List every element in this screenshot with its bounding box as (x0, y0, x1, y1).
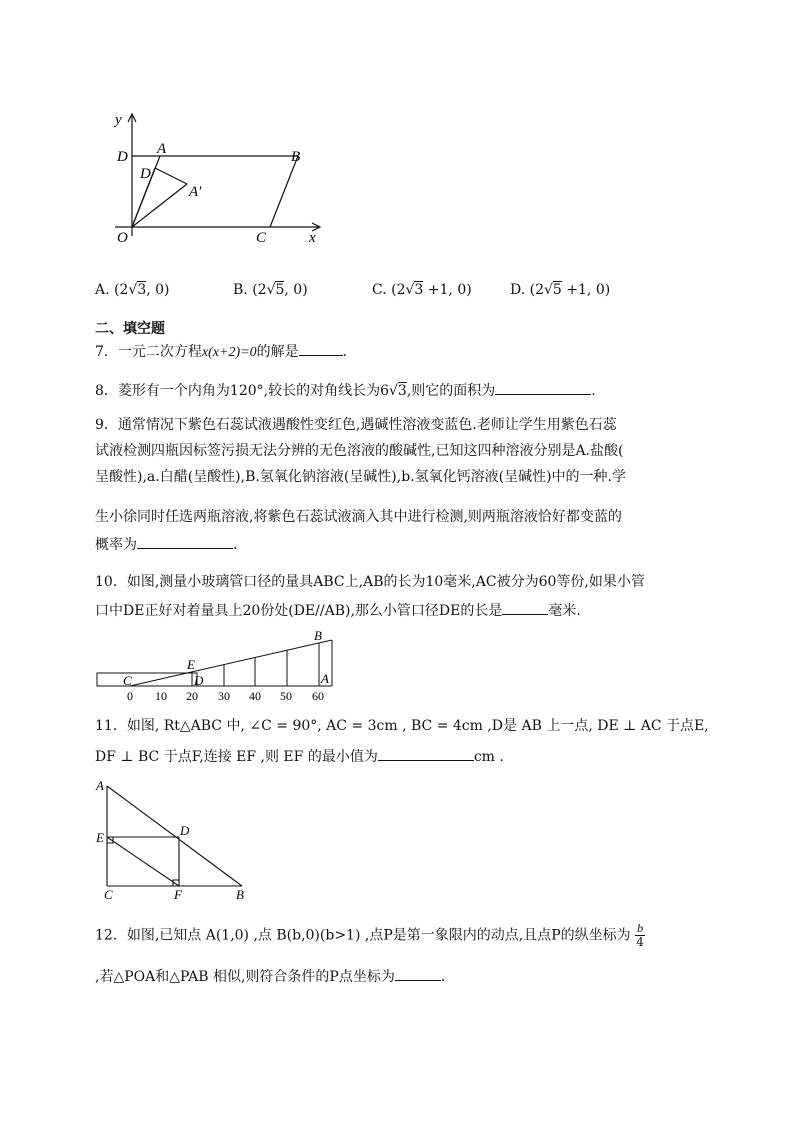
q12-fraction-numerator: b (637, 921, 644, 935)
option-b-pre: B. (2 (233, 282, 267, 298)
section-heading: 二、填空题 (95, 321, 165, 337)
figure-parallelogram (105, 108, 335, 248)
label-B: B (314, 628, 322, 643)
q12-fraction (635, 922, 645, 949)
tube-rectangle (97, 673, 197, 686)
q9-answer-blank[interactable] (137, 534, 233, 549)
q7-answer-blank[interactable] (299, 341, 343, 356)
tick-label-30: 30 (218, 689, 230, 703)
q7-equation: x(x+2)=0 (201, 345, 257, 360)
label-A-prime: A′ (189, 184, 202, 200)
option-c-pre: C. (2 (372, 282, 406, 298)
tick-label-50: 50 (280, 689, 292, 703)
label-B: B (236, 887, 244, 902)
option-d-pre: D. (2 (510, 282, 544, 298)
q12-end: . (440, 969, 446, 985)
question-11-line-2 (95, 746, 705, 767)
question-9-line-1: 9．通常情况下紫色石蕊试液遇酸性变红色,遇碱性溶液变蓝色.老师让学生用紫色石蕊 (95, 417, 617, 433)
tick-label-10: 10 (155, 689, 167, 703)
question-9-line-2: 试液检测四瓶因标签污损无法分辨的无色溶液的酸碱性,已知这四种溶液分别是A.盐酸( (95, 443, 624, 459)
q7-text-post: 的解是 (256, 344, 299, 360)
q8-radicand: 3 (397, 383, 407, 399)
question-12-line-1 (95, 922, 705, 956)
label-A: A (321, 671, 329, 686)
q8-text: 8．菱形有一个内角为120°,较长的对角线长为6 (95, 383, 389, 399)
label-D-axis: D (117, 149, 128, 165)
label-E: E (96, 830, 104, 845)
label-C: C (123, 673, 132, 688)
option-b: B. (2√5, 0) (233, 282, 308, 298)
label-E: E (187, 657, 195, 672)
question-8: 8．菱形有一个内角为120°,较长的对角线长为6√3,则它的面积为 . (95, 380, 705, 401)
option-c-radicand: 3 (414, 282, 424, 298)
label-O: O (117, 230, 128, 246)
option-a-radicand: 3 (137, 282, 147, 298)
q10-text-post: 毫米. (548, 603, 581, 619)
q11-text: DF ⊥ BC 于点F,连接 EF ,则 EF 的最小值为 (95, 749, 378, 765)
label-C: C (104, 887, 113, 902)
segment-BC (270, 156, 298, 227)
segment-EF (107, 837, 179, 886)
q7-end: . (342, 344, 348, 360)
figure-right-triangle (94, 778, 254, 904)
label-A: A (96, 778, 104, 793)
option-d-post: +1, 0) (561, 282, 611, 298)
question-9-line-4: 生小徐同时任选两瓶溶液,将紫色石蕊试液滴入其中进行检测,则两瓶溶液恰好都变蓝的 (95, 509, 622, 525)
q10-text: 口中DE正好对着量具上20份处(DE//AB),那么小管口径DE的长是 (95, 603, 503, 619)
q9-end: . (233, 537, 238, 553)
q8-end: . (591, 383, 596, 399)
tick-label-40: 40 (249, 689, 261, 703)
question-11-line-1: 11．如图, Rt△ABC 中, ∠C = 90°, AC = 3cm , BC = 4cm ,D是 AB 上一点, DE ⊥ AC 于点E, (95, 718, 709, 734)
label-y: y (115, 112, 122, 128)
question-10-line-2 (95, 600, 705, 621)
question-12-line-2 (95, 966, 705, 987)
label-D: D (180, 823, 190, 838)
label-D: D (194, 673, 204, 688)
label-C: C (256, 230, 267, 246)
option-b-radicand: 5 (275, 282, 285, 298)
q9-text-end: 概率为 (95, 537, 137, 553)
q8-text-post: ,则它的面积为 (406, 383, 496, 399)
q12-text: 12．如图,已知点 A(1,0) ,点 B(b,0)(b>1) ,点P是第一象限内的动点,且点P的纵坐标为 (95, 927, 631, 944)
q11-answer-blank[interactable] (378, 746, 474, 761)
question-7 (95, 341, 705, 363)
option-c: C. (2√3 +1, 0) (372, 282, 472, 298)
option-c-post: +1, 0) (423, 282, 472, 298)
q12-answer-blank[interactable] (395, 966, 441, 981)
option-d: D. (2√5 +1, 0) (510, 282, 611, 298)
tick-label-20: 20 (186, 689, 198, 703)
q10-answer-blank[interactable] (502, 600, 548, 615)
option-b-post: , 0) (284, 282, 308, 298)
question-9-line-3: 呈酸性),a.白醋(呈酸性),B.氢氧化钠溶液(呈碱性),b.氢氧化钙溶液(呈碱性)中的一种.学 (95, 469, 626, 485)
tick-label-0: 0 (127, 689, 133, 703)
segment-DA-fold (155, 168, 187, 184)
label-x: x (309, 230, 316, 246)
option-a: A. (2√3, 0) (95, 282, 170, 298)
hypotenuse-CB (130, 640, 332, 686)
segment-AB (107, 786, 242, 886)
label-B: B (291, 149, 301, 165)
tick-label-60: 60 (312, 689, 324, 703)
label-A: A (157, 141, 167, 157)
q12-text-2: ,若△POA和△PAB 相似,则符合条件的P点坐标为 (95, 969, 395, 985)
q12-fraction-denominator: 4 (636, 935, 644, 949)
option-a-post: , 0) (146, 282, 170, 298)
q8-answer-blank[interactable] (495, 380, 591, 395)
q11-unit: cm . (473, 749, 504, 765)
option-d-radicand: 5 (552, 282, 562, 298)
figure-measuring-tool (94, 628, 339, 704)
q7-text: 7．一元二次方程 (95, 344, 202, 360)
label-D-fold: D (140, 166, 151, 182)
question-9-line-5 (95, 534, 705, 555)
option-a-pre: A. (2 (95, 282, 129, 298)
label-F: F (174, 887, 182, 902)
question-10-line-1: 10．如图,测量小玻璃管口径的量具ABC上,AB的长为10毫米,AC被分为60等份,如果小管 (95, 574, 645, 590)
